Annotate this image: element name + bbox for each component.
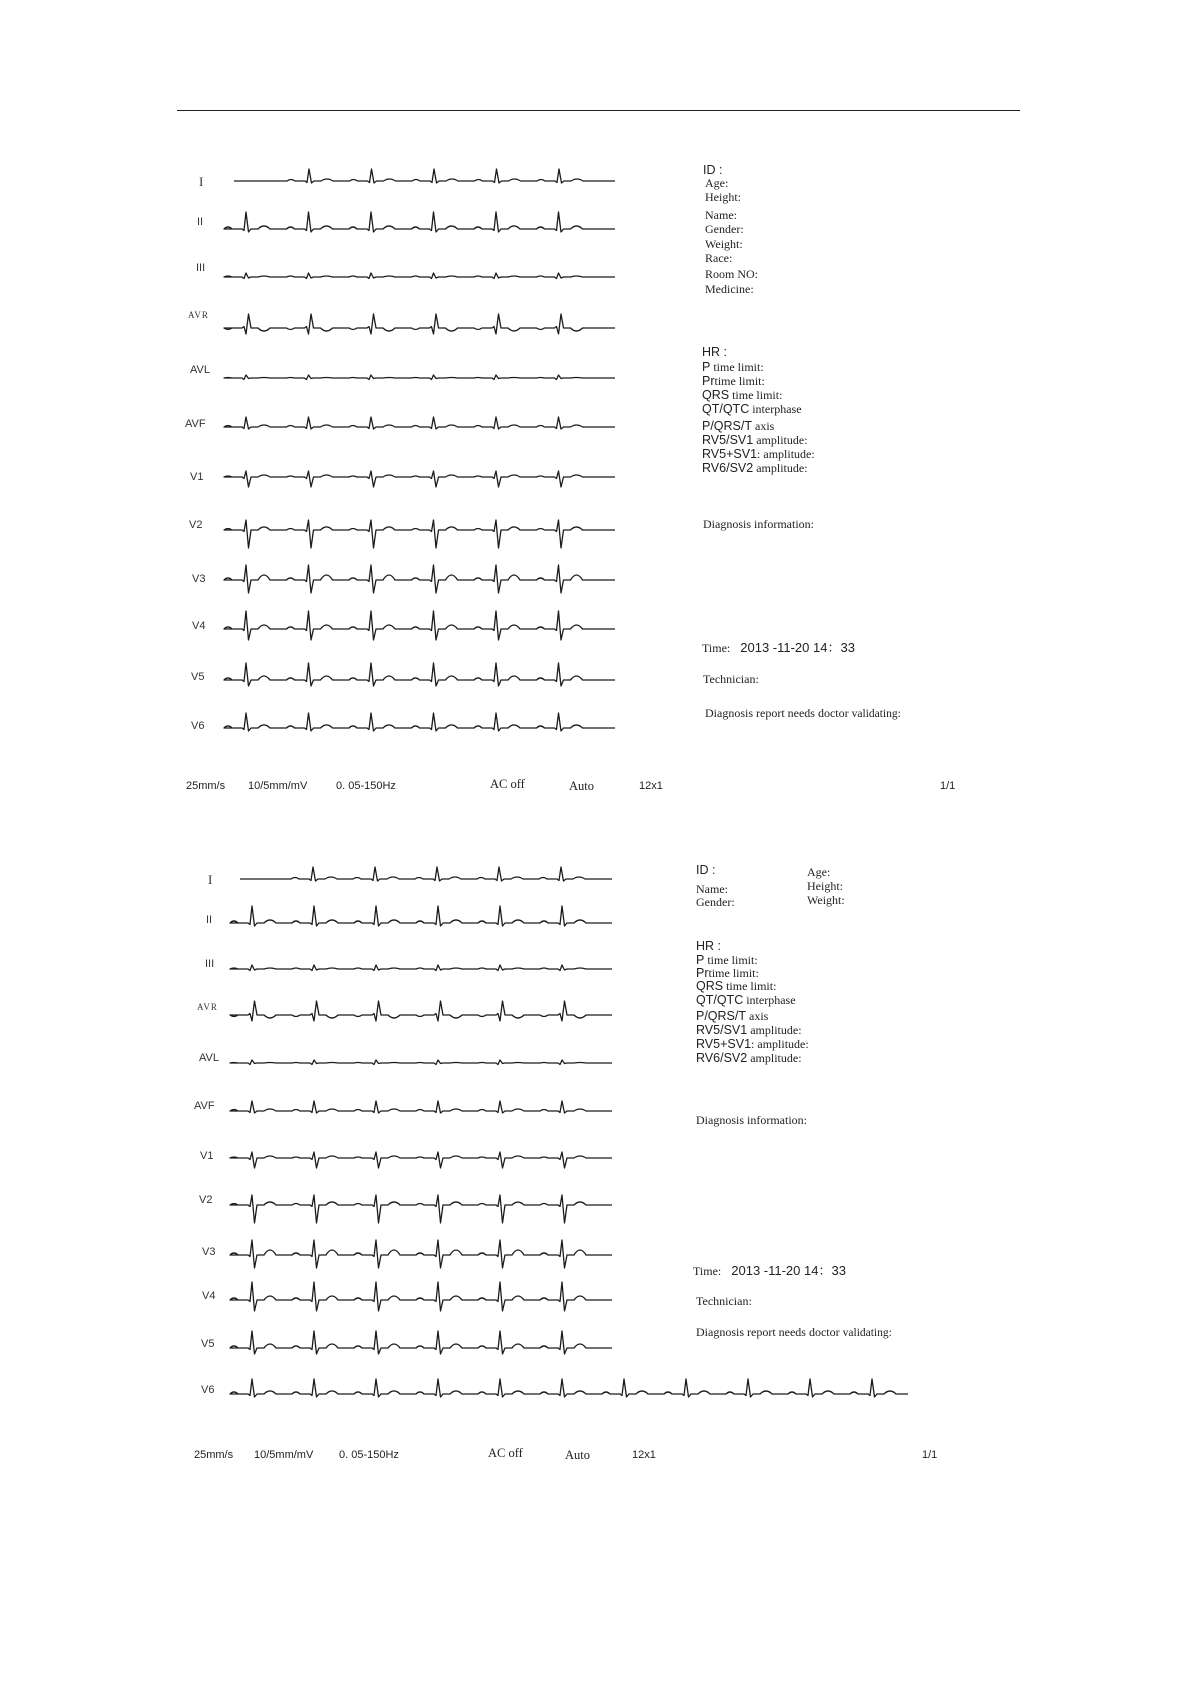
ecg-trace-V6: [230, 1379, 908, 1397]
ecg-trace-II: [230, 906, 612, 926]
lead-label-III: III: [205, 958, 215, 970]
ecg-trace-V3: [230, 1240, 612, 1268]
ecg-trace-V6: [224, 713, 615, 731]
lead-label-V3: V3: [202, 1246, 216, 1258]
footer-layout: 12x1: [639, 780, 663, 792]
footer-ac: AC off: [488, 1446, 523, 1460]
lead-label-V6: V6: [191, 720, 205, 732]
lead-label-I: I: [199, 174, 204, 189]
lead-label-AVR: AVR: [197, 1002, 218, 1012]
ecg-trace-V1: [224, 471, 615, 487]
footer-gain: 10/5mm/mV: [248, 780, 308, 792]
patient-race-label: Race:: [705, 251, 733, 265]
rv5-sv1-label: RV5/SV1 amplitude:: [702, 433, 808, 447]
lead-label-AVR: AVR: [188, 310, 209, 320]
validation-note: Diagnosis report needs doctor validating:: [696, 1325, 892, 1339]
ecg-traces: [0, 830, 1190, 1530]
lead-label-V6: V6: [201, 1384, 215, 1396]
lead-label-III: III: [196, 262, 206, 274]
footer-speed: 25mm/s: [186, 780, 226, 792]
ecg-trace-V2: [224, 520, 615, 548]
lead-label-V2: V2: [189, 519, 203, 531]
axis-label: P/QRS/T axis: [702, 419, 775, 433]
pr-time-label: Prtime limit:: [696, 966, 759, 980]
qrs-time-label: QRS time limit:: [696, 979, 777, 993]
footer-filter: 0. 05-150Hz: [339, 1449, 399, 1461]
time-row: Time: 2013 -11-20 14：33: [693, 1263, 846, 1278]
ecg-trace-AVL: [230, 1060, 612, 1065]
ecg-trace-V5: [224, 663, 615, 686]
ecg-trace-V4: [224, 611, 615, 640]
rv5-sv1-label: RV5/SV1 amplitude:: [696, 1023, 802, 1037]
footer-speed: 25mm/s: [194, 1449, 234, 1461]
rv5-plus-sv1-label: RV5+SV1: amplitude:: [696, 1037, 809, 1051]
patient-gender-label: Gender:: [705, 222, 744, 236]
technician-label: Technician:: [703, 672, 759, 686]
lead-label-II: II: [206, 914, 213, 926]
ecg-trace-AVL: [224, 375, 615, 380]
ecg-trace-V3: [224, 565, 615, 593]
qrs-time-label: QRS time limit:: [702, 388, 783, 402]
patient-weight-label: Weight:: [807, 893, 845, 907]
technician-label: Technician:: [696, 1294, 752, 1308]
lead-label-V4: V4: [202, 1290, 216, 1302]
ecg-trace-V1: [230, 1152, 612, 1168]
ecg-trace-III: [224, 273, 615, 279]
lead-label-V2: V2: [199, 1194, 213, 1206]
lead-label-AVL: AVL: [199, 1052, 219, 1064]
footer-mode: Auto: [569, 779, 594, 793]
ecg-trace-V4: [230, 1282, 612, 1311]
diagnosis-info-label: Diagnosis information:: [703, 517, 814, 531]
ecg-trace-III: [230, 965, 612, 971]
ecg-trace-AVF: [230, 1101, 612, 1113]
lead-label-V5: V5: [191, 671, 205, 683]
patient-id-label: ID :: [696, 863, 716, 877]
ecg-trace-AVF: [224, 417, 615, 429]
ecg-trace-I: [234, 169, 615, 183]
patient-room-label: Room NO:: [705, 267, 759, 281]
patient-name-label: Name:: [705, 208, 737, 222]
ecg-traces: [0, 0, 1190, 830]
patient-medicine-label: Medicine:: [705, 282, 754, 296]
diagnosis-info-label: Diagnosis information:: [696, 1113, 807, 1127]
ecg-report-1: [0, 0, 1190, 830]
footer-filter: 0. 05-150Hz: [336, 780, 396, 792]
rv6-sv2-label: RV6/SV2 amplitude:: [702, 461, 808, 475]
patient-age-label: Age:: [705, 176, 729, 190]
lead-label-V3: V3: [192, 573, 206, 585]
p-time-label: P time limit:: [702, 360, 764, 374]
ecg-trace-AVR: [230, 1001, 612, 1021]
lead-label-I: I: [208, 872, 213, 887]
time-value: 2013 -11-20 14：33: [740, 640, 855, 655]
footer-ac: AC off: [490, 777, 525, 791]
lead-label-V4: V4: [192, 620, 206, 632]
ecg-trace-II: [224, 212, 615, 232]
ecg-trace-AVR: [224, 314, 615, 334]
footer-mode: Auto: [565, 1448, 590, 1462]
axis-label: P/QRS/T axis: [696, 1009, 769, 1023]
footer-layout: 12x1: [632, 1449, 656, 1461]
rv6-sv2-label: RV6/SV2 amplitude:: [696, 1051, 802, 1065]
patient-id-label: ID :: [703, 163, 723, 177]
rv5-plus-sv1-label: RV5+SV1: amplitude:: [702, 447, 815, 461]
hr-label: HR :: [702, 345, 727, 359]
ecg-trace-I: [240, 867, 612, 881]
footer-page: 1/1: [922, 1449, 938, 1461]
lead-label-AVL: AVL: [190, 364, 210, 376]
footer-gain: 10/5mm/mV: [254, 1449, 314, 1461]
lead-label-AVF: AVF: [185, 418, 206, 430]
footer-page: 1/1: [940, 780, 956, 792]
qt-qtc-label: QT/QTC interphase: [696, 993, 796, 1007]
ecg-trace-V5: [230, 1331, 612, 1354]
hr-label: HR :: [696, 939, 721, 953]
lead-label-V5: V5: [201, 1338, 215, 1350]
patient-height-label: Height:: [705, 190, 741, 204]
lead-label-V1: V1: [200, 1150, 214, 1162]
patient-gender-label: Gender:: [696, 895, 735, 909]
validation-note: Diagnosis report needs doctor validating:: [705, 706, 901, 720]
qt-qtc-label: QT/QTC interphase: [702, 402, 802, 416]
pr-time-label: Prtime limit:: [702, 374, 765, 388]
patient-height-label: Height:: [807, 879, 843, 893]
lead-label-V1: V1: [190, 471, 204, 483]
time-value: 2013 -11-20 14：33: [731, 1263, 846, 1278]
ecg-report-2: [0, 830, 1190, 1530]
time-row: Time: 2013 -11-20 14：33: [702, 640, 855, 655]
p-time-label: P time limit:: [696, 953, 758, 967]
ecg-trace-V2: [230, 1195, 612, 1223]
patient-age-label: Age:: [807, 865, 831, 879]
patient-weight-label: Weight:: [705, 237, 743, 251]
lead-label-AVF: AVF: [194, 1100, 215, 1112]
patient-name-label: Name:: [696, 882, 728, 896]
lead-label-II: II: [197, 216, 204, 228]
